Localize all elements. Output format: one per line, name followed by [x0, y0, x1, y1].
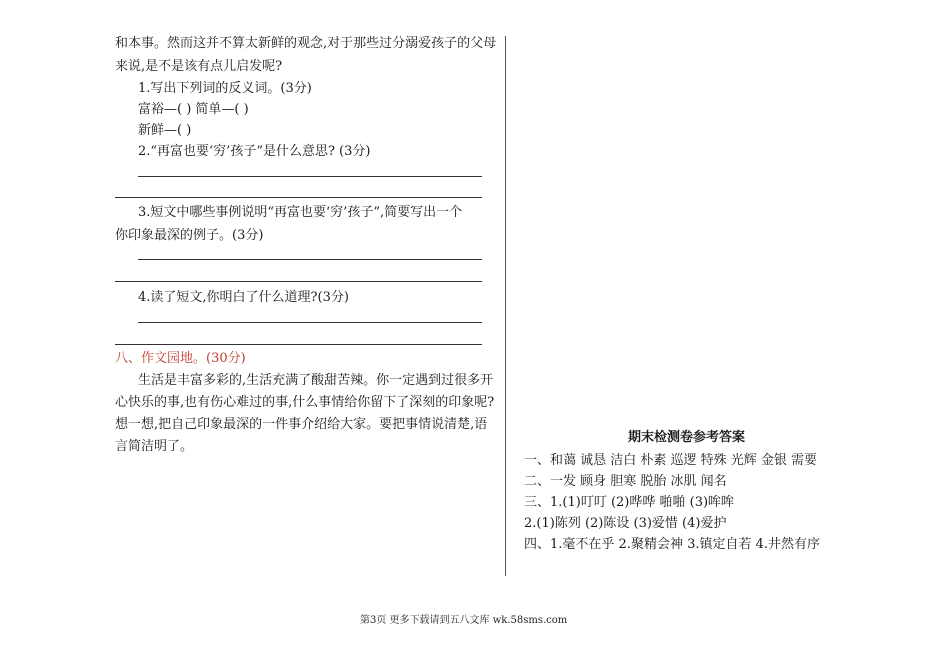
answer-key-title: 期末检测卷参考答案 [628, 430, 746, 445]
essay-prompt-line-1: 生活是丰富多彩的,生活充满了酸甜苦辣。你一定遇到过很多开 [138, 373, 494, 388]
answer-line-2: 二、一发 顾身 胆寒 脱胎 冰肌 闻名 [524, 474, 727, 489]
answer-line-q2-1 [138, 176, 482, 177]
answer-line-4: 2.(1)陈列 (2)陈设 (3)爱惜 (4)爱护 [524, 516, 727, 531]
intro-line-1: 和本事。然而这并不算太新鲜的观念,对于那些过分溺爱孩子的父母 [115, 36, 497, 51]
answer-line-3: 三、1.(1)叮叮 (2)哗哗 啪啪 (3)哞哞 [524, 495, 735, 510]
answer-line-5: 四、1.毫不在乎 2.聚精会神 3.镇定自若 4.井然有序 [524, 537, 821, 552]
section-8-heading: 八、作文园地。(30分) [115, 351, 246, 366]
question-1-row-2: 新鲜—( ) [138, 123, 192, 138]
answer-line-q4-2 [115, 344, 482, 345]
essay-prompt-line-4: 言简洁明了。 [115, 439, 194, 454]
intro-line-2: 来说,是不是该有点儿启发呢? [115, 59, 283, 74]
question-3-prompt-line-2: 你印象最深的例子。(3分) [115, 228, 264, 243]
essay-prompt-line-2: 心快乐的事,也有伤心难过的事,什么事情给你留下了深刻的印象呢? [115, 395, 495, 410]
answer-line-q4-1 [138, 322, 482, 323]
essay-prompt-line-3: 想一想,把自己印象最深的一件事介绍给大家。要把事情说清楚,语 [115, 417, 488, 432]
question-3-prompt-line-1: 3.短文中哪些事例说明“再富也要‘穷’孩子”,简要写出一个 [138, 205, 463, 220]
column-divider [505, 36, 506, 576]
question-1-prompt: 1.写出下列词的反义词。(3分) [138, 81, 312, 96]
page-footer: 第3页 更多下载请到五八文库 wk.58sms.com [360, 615, 568, 626]
answer-line-1: 一、和蔼 诚恳 洁白 朴素 巡逻 特殊 光辉 金银 需要 [524, 453, 818, 468]
question-4-prompt: 4.读了短文,你明白了什么道理?(3分) [138, 290, 349, 305]
question-1-row-1: 富裕—( ) 简单—( ) [138, 102, 249, 117]
answer-line-q2-2 [115, 197, 482, 198]
answer-line-q3-2 [115, 281, 482, 282]
question-2-prompt: 2.“再富也要‘穷’孩子”是什么意思? (3分) [138, 144, 371, 159]
answer-line-q3-1 [138, 259, 482, 260]
